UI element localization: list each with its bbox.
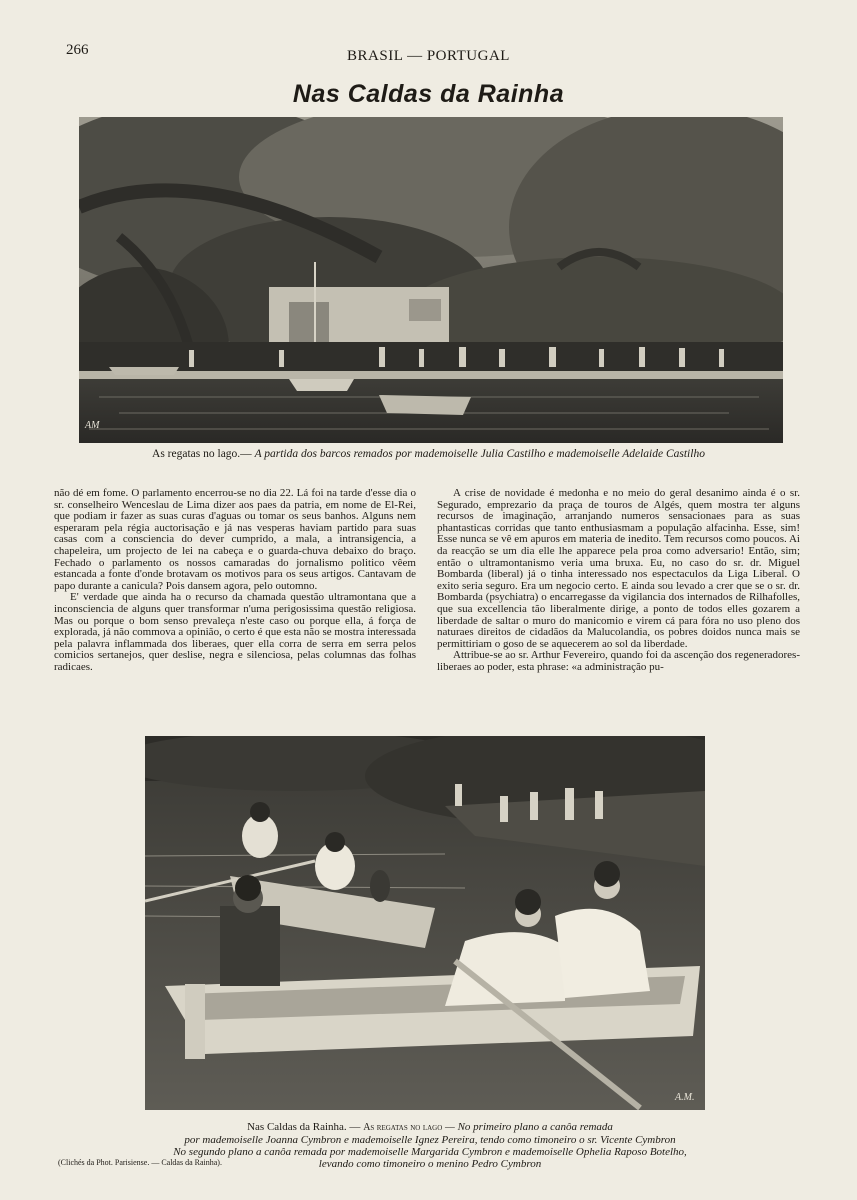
caption-2-line-3: No segundo plano a canôa remada por mademoiselle Margarida Cymbron e mademoiselle Ophelia Raposo Botelho,: [173, 1146, 687, 1158]
page-number: 266: [66, 42, 89, 58]
photo-credit: [58, 1158, 222, 1167]
text-column-right: [437, 488, 800, 674]
caption-2-line-1: [100, 1121, 760, 1134]
photographer-signature: A.M.: [675, 1092, 695, 1103]
caption-2-lead: Nas Caldas da Rainha. —: [247, 1121, 364, 1133]
running-head: BRASIL — PORTUGAL: [347, 48, 510, 64]
photo-regatta-departure: [79, 117, 783, 443]
caption-2-line-1-rest: — No primeiro plano a canôa remada: [442, 1121, 613, 1133]
paragraph: não dé em fome. O parlamento encerrou-se no dia 22. Lá foi na tarde d'esse dia o sr. conselheiro Wenceslau de Lima dizer aos paes da patria, em nome de El-Rei, que podiam ir fazer as suas curas d'aguas ou tomar os seus banhos. Alguns nem esperaram pela régia auctorisação e já nas vesperas haviam partido para suas casas com a consciencia do dever cumprido, a mala, a intransigencia, a chapeleira, um projecto de lei na cabeça e o guarda-chuva debaixo do braço. Fechado o parlamento os nossos camaradas do jornalismo politico vêem estancada a fonte d'onde brotavam os motivos para os seus artigos. Cantavam de papo durante a canicula? Pois dansem agora, pelo outomno.: [54, 487, 416, 592]
caption-2-line-2: por mademoiselle Joanna Cymbron e mademoiselle Ignez Pereira, tendo como timoneiro o sr. Vicente Cymbron: [184, 1134, 676, 1146]
caption-1-lead: As regatas no lago.—: [152, 448, 252, 460]
text-column-left: [54, 488, 416, 674]
credit-line: (Clichés da Phot. Parisiense. — Caldas da Rainha).: [58, 1158, 222, 1167]
caption-2-line-4: levando como timoneiro o menino Pedro Cymbron: [318, 1158, 542, 1170]
caption-1-description: A partida dos barcos remados por mademoiselle Julia Castilho e mademoiselle Adelaide Castilho: [254, 448, 705, 460]
paragraph: Attribue-se ao sr. Arthur Fevereiro, quando foi da ascenção dos regeneradores-liberaes ao poder, esta phrase: «a administração pu-: [437, 649, 800, 673]
photo-regatta-boats: [145, 736, 705, 1110]
photo-caption-1: [0, 448, 857, 460]
paragraph: E' verdade que ainda ha o recurso da chamada questão ultramontana que a inconsciencia de alguns quer transformar n'uma perigosissima questão religiosa. Mas ou porque o bom senso prevaleça n'este caso ou porque ella, á força de explorada, já não commova a opinião, o certo é que esta não se mostra interessada pela palavra inflammada dos liberaes, quer ella corra de serra em serra pelos comicios sertanejos, quer deslise, negra e silenciosa, pelas columnas das folhas radicaes.: [54, 591, 416, 673]
article-title: Nas Caldas da Rainha: [292, 80, 565, 108]
photographer-signature: AM: [85, 420, 100, 431]
caption-2-smallcaps: As regatas no lago: [363, 1122, 443, 1133]
paragraph: A crise de novidade é medonha e no meio do geral desanimo ainda é o sr. Segurado, emprezario da praça de touros de Algés, quem mostra ter alguns recursos de imaginação, arranjando numeros sensacionaes para as suas phantasticas corridas que tanto enthusiasmam a população alfacinha. Esse, sim! Esse nunca se vê em apuros em materia de inedito. Tem recursos como poucos. Ai da reacção se um dia elle lhe apparece pela proa como adversario! Então, sim; então o ultramontanismo veria uma bruxa. Eu, no caso do sr. dr. Miguel Bombarda (liberal) já o tinha interessado nos espectaculos da Liga Liberal. O exito seria seguro. Era um negocio certo. E ainda sou levado a crer que se o sr. dr. Bombarda (psychiatra) o encarregasse da vigilancia dos internados de Rilhafolles, que sua excellencia tão liberalmente dirige, a ponto de todos elles gozarem a liberdade de saltar o muro do manicomio e virem cá para fóra no uso pleno dos naturaes direitos de cidadãos da Malucolandia, os pobres doidos nunca mais se permittiriam o goso de se aquecerem ao sol da liberdade.: [437, 487, 800, 650]
